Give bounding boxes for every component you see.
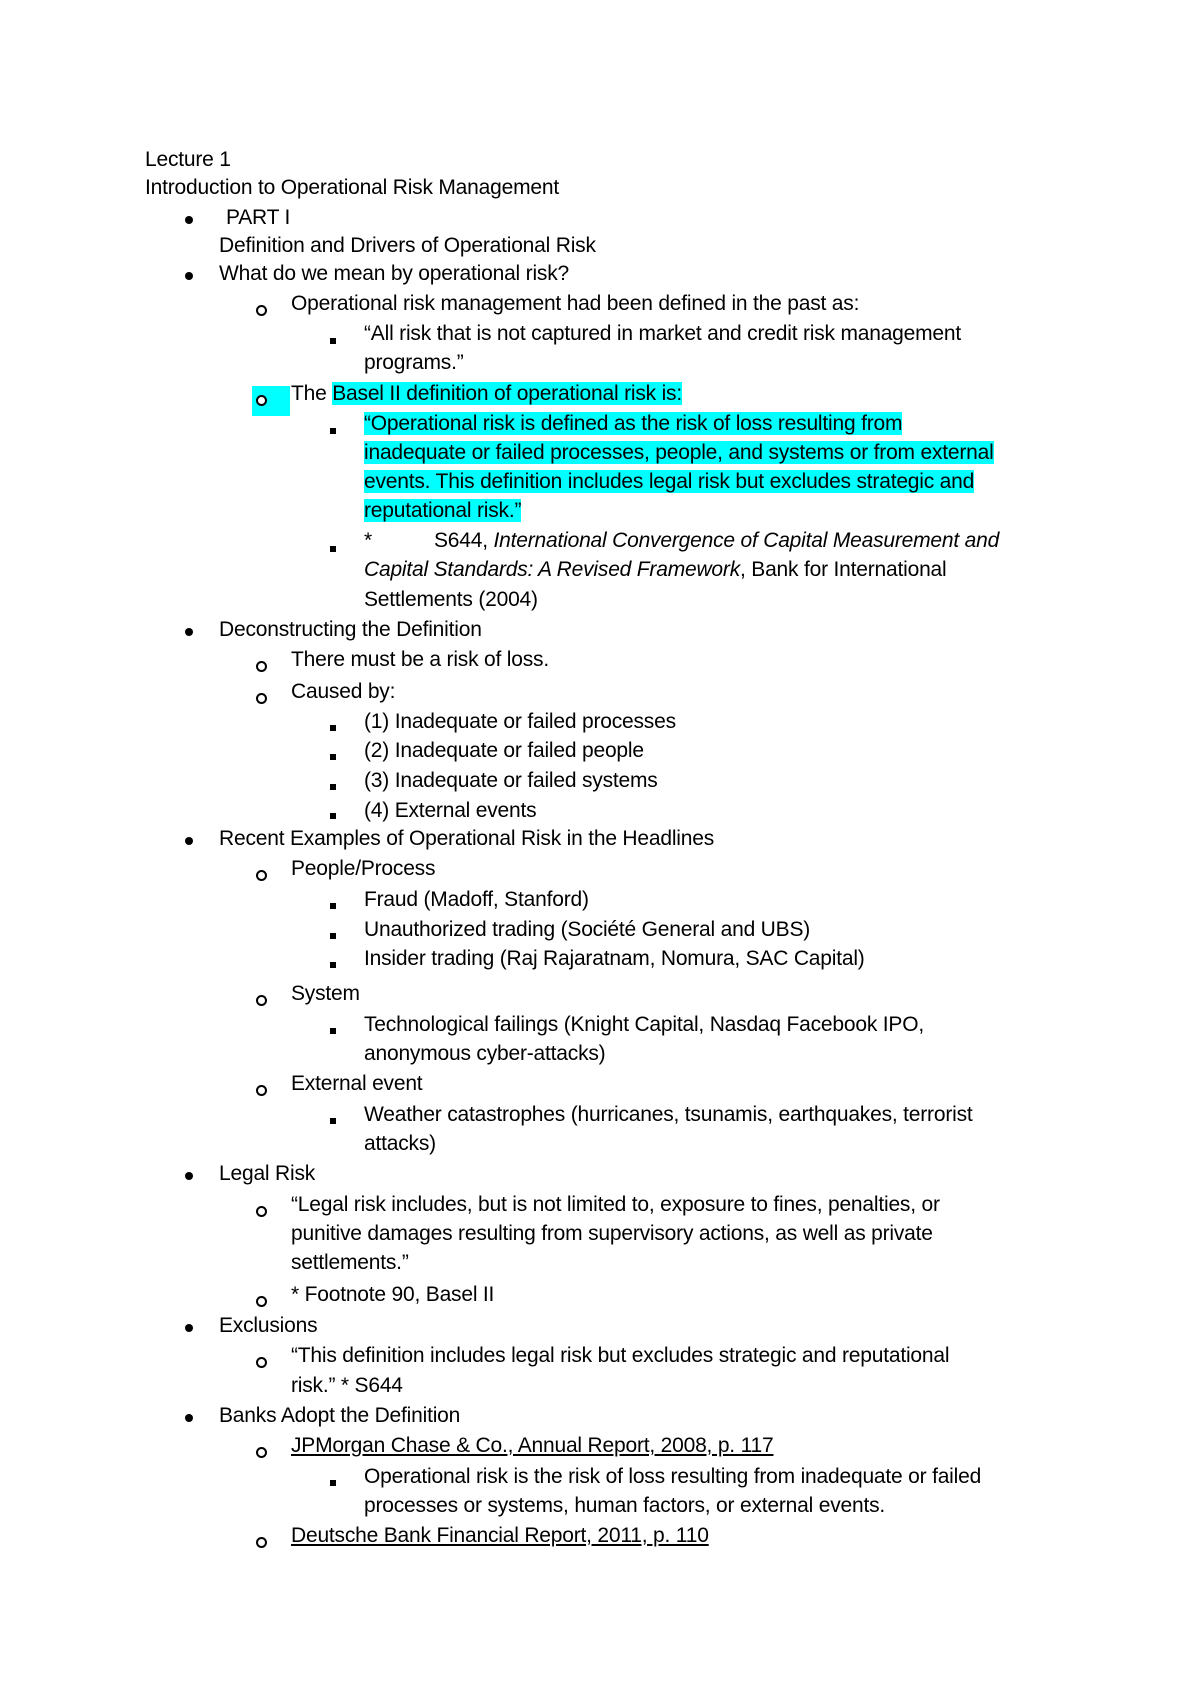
quote-line: risk.” * S644 — [291, 1374, 403, 1397]
list-item: Recent Examples of Operational Risk in the Headlines — [219, 827, 715, 850]
highlighted-text: events. This definition includes legal risk but excludes strategic and — [364, 470, 975, 493]
bullet-disc — [185, 1172, 193, 1180]
deutsche-bank-reference-link[interactable]: Deutsche Bank Financial Report, 2011, p. 110 — [291, 1524, 709, 1547]
lecture-label: Lecture 1 — [145, 148, 231, 171]
cite-title: Capital Standards: A Revised Framework — [364, 558, 740, 581]
list-item: (4) External events — [364, 799, 537, 822]
text-the: The — [291, 382, 327, 405]
cite-star: * — [364, 529, 372, 552]
bullet-square — [330, 754, 336, 760]
quote-line — [364, 468, 974, 496]
cite-publisher: , Bank for International — [740, 558, 947, 581]
bullet-square — [330, 546, 336, 552]
bullet-square — [330, 725, 336, 731]
list-item: Deconstructing the Definition — [219, 618, 482, 641]
highlighted-text: “Operational risk is defined as the risk of loss resulting from — [364, 412, 903, 435]
citation-line — [364, 556, 947, 584]
list-item: Technological failings (Knight Capital, Nasdaq Facebook IPO, — [364, 1013, 924, 1036]
bullet-disc — [185, 272, 193, 280]
list-item: System — [291, 982, 360, 1005]
jpmorgan-reference-link[interactable]: JPMorgan Chase & Co., Annual Report, 2008, p. 117 — [291, 1434, 774, 1457]
bullet-disc — [185, 1324, 193, 1332]
cite-comma: , — [482, 529, 488, 552]
list-item: Exclusions — [219, 1314, 318, 1337]
bullet-circle — [256, 1206, 267, 1217]
bullet-circle — [256, 395, 267, 406]
bullet-square — [330, 1028, 336, 1034]
bullet-circle — [256, 693, 267, 704]
quote-line — [364, 497, 521, 525]
quote-line — [364, 439, 994, 467]
bullet-circle — [256, 1447, 267, 1458]
list-item: Weather catastrophes (hurricanes, tsunamis, earthquakes, terrorist — [364, 1103, 973, 1126]
bullet-circle — [256, 1085, 267, 1096]
quote-line: settlements.” — [291, 1251, 409, 1274]
bullet-circle — [256, 1296, 267, 1307]
bullet-circle — [256, 305, 267, 316]
bullet-square — [330, 813, 336, 819]
bullet-square — [330, 428, 336, 434]
list-item: * Footnote 90, Basel II — [291, 1283, 495, 1306]
list-item: (2) Inadequate or failed people — [364, 739, 644, 762]
list-item: (1) Inadequate or failed processes — [364, 710, 676, 733]
quote-line: programs.” — [364, 351, 464, 374]
list-item: There must be a risk of loss. — [291, 648, 549, 671]
list-item-basel — [291, 380, 682, 408]
quote-line: “All risk that is not captured in market and credit risk management — [364, 322, 962, 345]
list-item: Fraud (Madoff, Stanford) — [364, 888, 589, 911]
list-item: Insider trading (Raj Rajaratnam, Nomura, SAC Capital) — [364, 947, 865, 970]
bullet-circle — [256, 995, 267, 1006]
bullet-disc — [185, 216, 193, 224]
bullet-circle — [256, 1357, 267, 1368]
bullet-disc — [185, 837, 193, 845]
list-item: Operational risk management had been defined in the past as: — [291, 292, 860, 315]
list-item: Legal Risk — [219, 1162, 316, 1185]
quote-line: “Legal risk includes, but is not limited to, exposure to fines, penalties, or — [291, 1193, 940, 1216]
bullet-disc — [185, 628, 193, 636]
bullet-circle — [256, 870, 267, 881]
highlighted-text: reputational risk.” — [364, 499, 522, 522]
bullet-circle — [256, 661, 267, 672]
bullet-square — [330, 933, 336, 939]
quote-line — [364, 410, 902, 438]
part-label: PART I — [226, 206, 291, 229]
highlighted-text: Basel II definition of operational risk is: — [332, 382, 682, 405]
citation-line: Settlements (2004) — [364, 588, 538, 611]
quote-line: “This definition includes legal risk but excludes strategic and reputational — [291, 1344, 950, 1367]
list-item: processes or systems, human factors, or external events. — [364, 1494, 886, 1517]
list-item: Caused by: — [291, 680, 396, 703]
list-item: People/Process — [291, 857, 436, 880]
highlighted-text: inadequate or failed processes, people, and systems or from external — [364, 441, 994, 464]
list-item: Operational risk is the risk of loss resulting from inadequate or failed — [364, 1465, 982, 1488]
citation-line — [364, 527, 999, 555]
list-item: attacks) — [364, 1132, 436, 1155]
bullet-square — [330, 1480, 336, 1486]
doc-title: Introduction to Operational Risk Management — [145, 176, 559, 199]
list-item: What do we mean by operational risk? — [219, 262, 569, 285]
quote-line: punitive damages resulting from supervisory actions, as well as private — [291, 1222, 933, 1245]
list-item: Unauthorized trading (Société General and UBS) — [364, 918, 811, 941]
list-item: Banks Adopt the Definition — [219, 1404, 461, 1427]
bullet-disc — [185, 1414, 193, 1422]
list-item: External event — [291, 1072, 423, 1095]
list-item: anonymous cyber-attacks) — [364, 1042, 606, 1065]
bullet-square — [330, 338, 336, 344]
cite-s644: S644 — [433, 529, 483, 552]
cite-title: International Convergence of Capital Measurement and — [493, 529, 1000, 552]
bullet-circle — [256, 1537, 267, 1548]
list-item: (3) Inadequate or failed systems — [364, 769, 658, 792]
bullet-square — [330, 784, 336, 790]
bullet-square — [330, 962, 336, 968]
bullet-square — [330, 1118, 336, 1124]
part-subtitle: Definition and Drivers of Operational Risk — [219, 234, 596, 257]
bullet-square — [330, 903, 336, 909]
